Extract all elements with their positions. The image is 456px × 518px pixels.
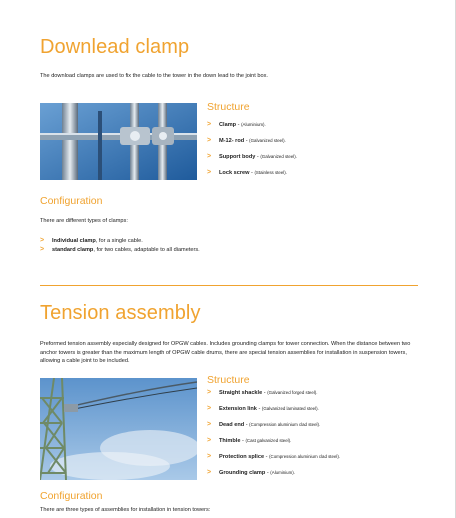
arrow-right-icon: > (207, 169, 212, 176)
downlead-configuration-heading: Configuration (40, 195, 103, 207)
arrow-right-icon: > (207, 453, 212, 460)
arrow-right-icon: > (207, 437, 212, 444)
list-item: > Extension link - (Galvanized laminated steel). (207, 405, 319, 412)
tension-assembly-photo (40, 378, 197, 480)
tension-structure-heading: Structure (207, 374, 250, 386)
list-item: > M-12- rod - (Galvanized steel). (207, 137, 286, 144)
list-item: > Thimble - (Cast galvanized steel). (207, 437, 292, 444)
arrow-right-icon: > (207, 421, 212, 428)
list-item: > standard clamp, for two cables, adaptable to all diameters. (40, 246, 200, 253)
list-item: > Dead end - (Compression aluminium clad steel). (207, 421, 321, 428)
tension-structure-list (207, 390, 340, 486)
section-title-tension-assembly: Tension assembly (40, 302, 201, 324)
arrow-right-icon: > (207, 137, 212, 144)
list-item: > Lock screw - (Stainless steel). (207, 169, 287, 176)
list-item: > Clamp - (Aluminium). (207, 121, 266, 128)
list-item: > Support body - (Galvanized steel). (207, 153, 297, 160)
downlead-structure-heading: Structure (207, 101, 250, 113)
downlead-config-list (40, 238, 200, 256)
arrow-right-icon: > (207, 469, 212, 476)
tension-config-intro: There are three types of assemblies for installation in tension towers: (40, 507, 211, 513)
arrow-right-icon: > (40, 237, 45, 244)
arrow-right-icon: > (40, 246, 45, 253)
tension-configuration-heading: Configuration (40, 490, 103, 502)
list-item: > Grounding clamp - (Aluminium). (207, 469, 295, 476)
arrow-right-icon: > (207, 405, 212, 412)
downlead-config-intro: There are different types of clamps: (40, 218, 128, 224)
arrow-right-icon: > (207, 121, 212, 128)
list-item: > Individual clamp, for a single cable. (40, 237, 143, 244)
downlead-clamp-photo (40, 103, 197, 180)
arrow-right-icon: > (207, 389, 212, 396)
section-title-downlead-clamp: Downlead clamp (40, 36, 190, 58)
list-item: > Protection splice - (Compression aluminium clad steel). (207, 453, 341, 460)
list-item: > Straight shackle - (Galvanized forged steel). (207, 389, 318, 396)
section-divider (40, 285, 418, 286)
arrow-right-icon: > (207, 153, 212, 160)
tension-intro: Preformed tension assembly especially designed for OPGW cables. Includes grounding clamps for tower connection. When the distance between two anchor towers is greater than the maximum length of OPGW cable drums, there are special tension assemblies for installation in suspension towers, allowing a cable joint to be included. (40, 341, 411, 365)
downlead-structure-list (207, 122, 297, 186)
downlead-intro: The download clamps are used to fix the cable to the tower in the down lead to the joint box. (40, 73, 268, 79)
